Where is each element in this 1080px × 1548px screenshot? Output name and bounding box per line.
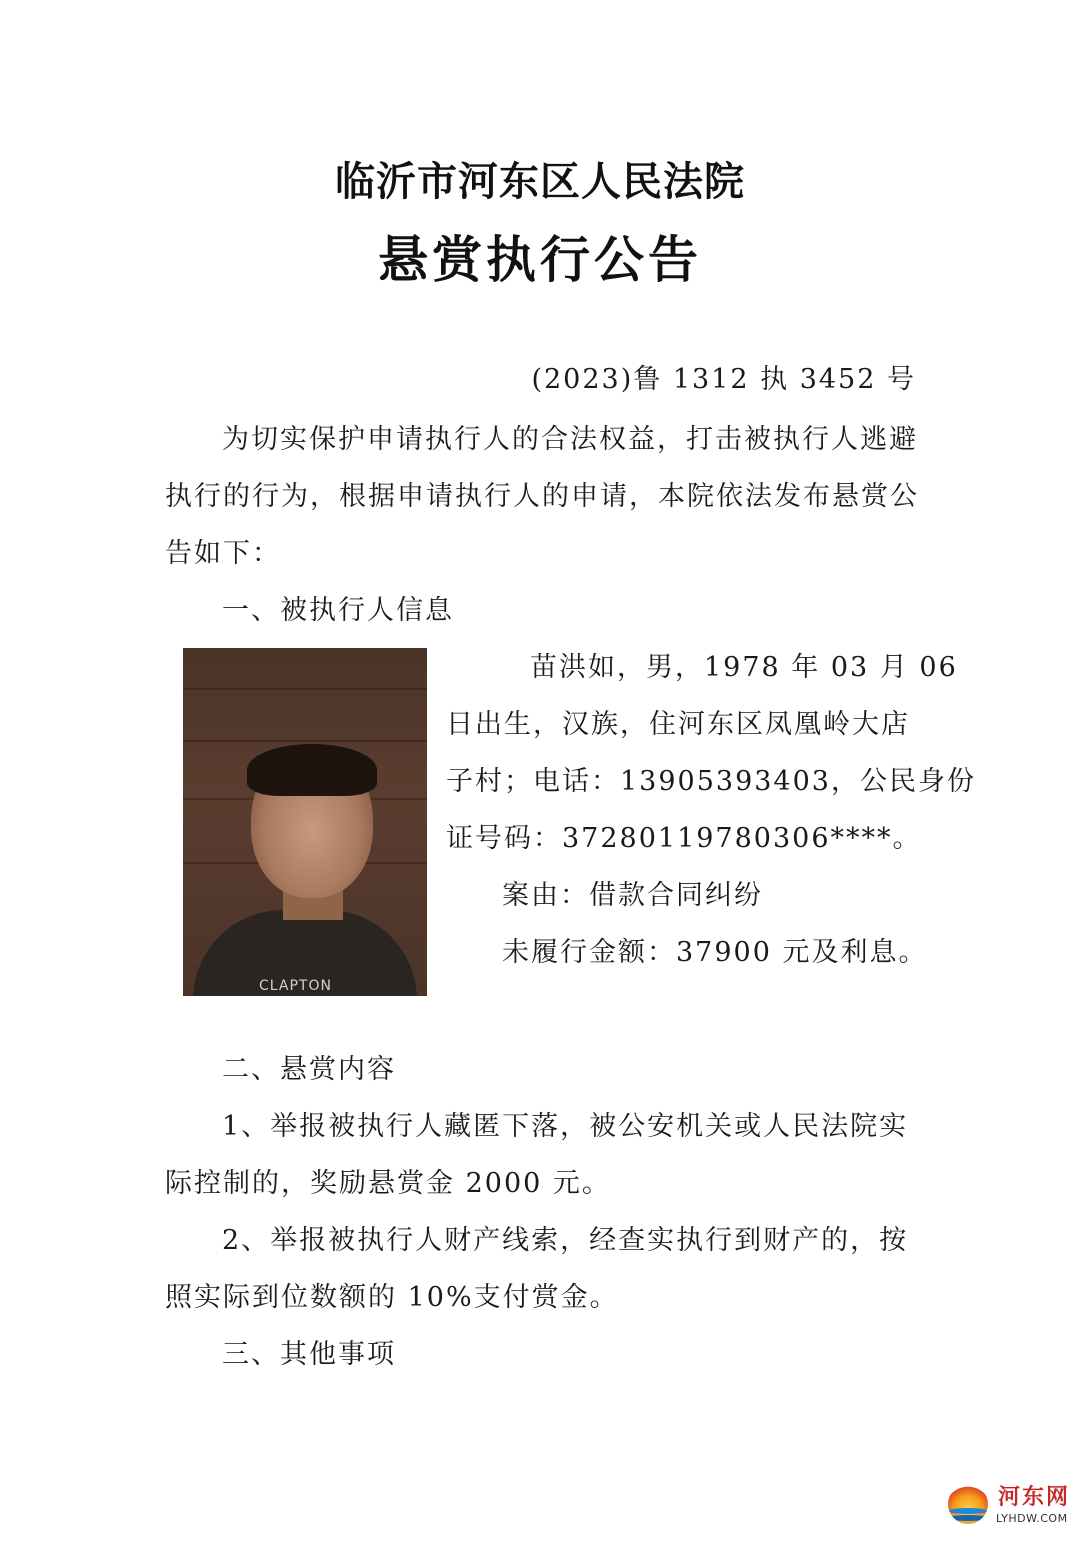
- intro-line-1: 为切实保护申请执行人的合法权益，打击被执行人逃避: [222, 424, 918, 455]
- case-number: (2023)鲁 1312 执 3452 号: [531, 364, 916, 395]
- court-name: 临沂市河东区人民法院: [335, 159, 745, 205]
- watermark-site-url: LYHDW.COM: [996, 1512, 1068, 1525]
- section-heading-debtor-info: 一、被执行人信息: [222, 595, 454, 626]
- reward-item-1-line-2: 际控制的，奖励悬赏金 2000 元。: [165, 1168, 611, 1199]
- reward-item-2-line-1: 2、举报被执行人财产线索，经查实执行到财产的，按: [222, 1225, 909, 1256]
- watermark-site-name: 河东网: [998, 1485, 1071, 1510]
- debtor-photo: [183, 648, 427, 996]
- site-logo-icon: [948, 1484, 988, 1524]
- reward-item-1-line-1: 1、举报被执行人藏匿下落，被公安机关或人民法院实: [222, 1111, 909, 1142]
- debtor-info-line-1: 苗洪如，男，1978 年 03 月 06: [530, 652, 958, 683]
- reward-item-2-line-2: 照实际到位数额的 10%支付赏金。: [165, 1282, 619, 1313]
- notice-title: 悬赏执行公告: [378, 231, 702, 289]
- debtor-info-line-4: 证号码：37280119780306****。: [446, 823, 922, 854]
- case-cause: 案由：借款合同纠纷: [502, 880, 763, 911]
- section-heading-reward: 二、悬赏内容: [222, 1054, 396, 1085]
- debtor-info-line-2: 日出生，汉族，住河东区凤凰岭大店: [446, 709, 910, 740]
- photo-shirt-text: CLAPTON: [259, 978, 332, 994]
- debtor-info-line-3: 子村；电话：13905393403，公民身份: [446, 766, 976, 797]
- intro-line-3: 告如下：: [165, 538, 281, 569]
- intro-line-2: 执行的行为，根据申请执行人的申请，本院依法发布悬赏公: [165, 481, 919, 512]
- unpaid-amount: 未履行金额：37900 元及利息。: [502, 937, 928, 968]
- section-heading-other: 三、其他事项: [222, 1339, 396, 1370]
